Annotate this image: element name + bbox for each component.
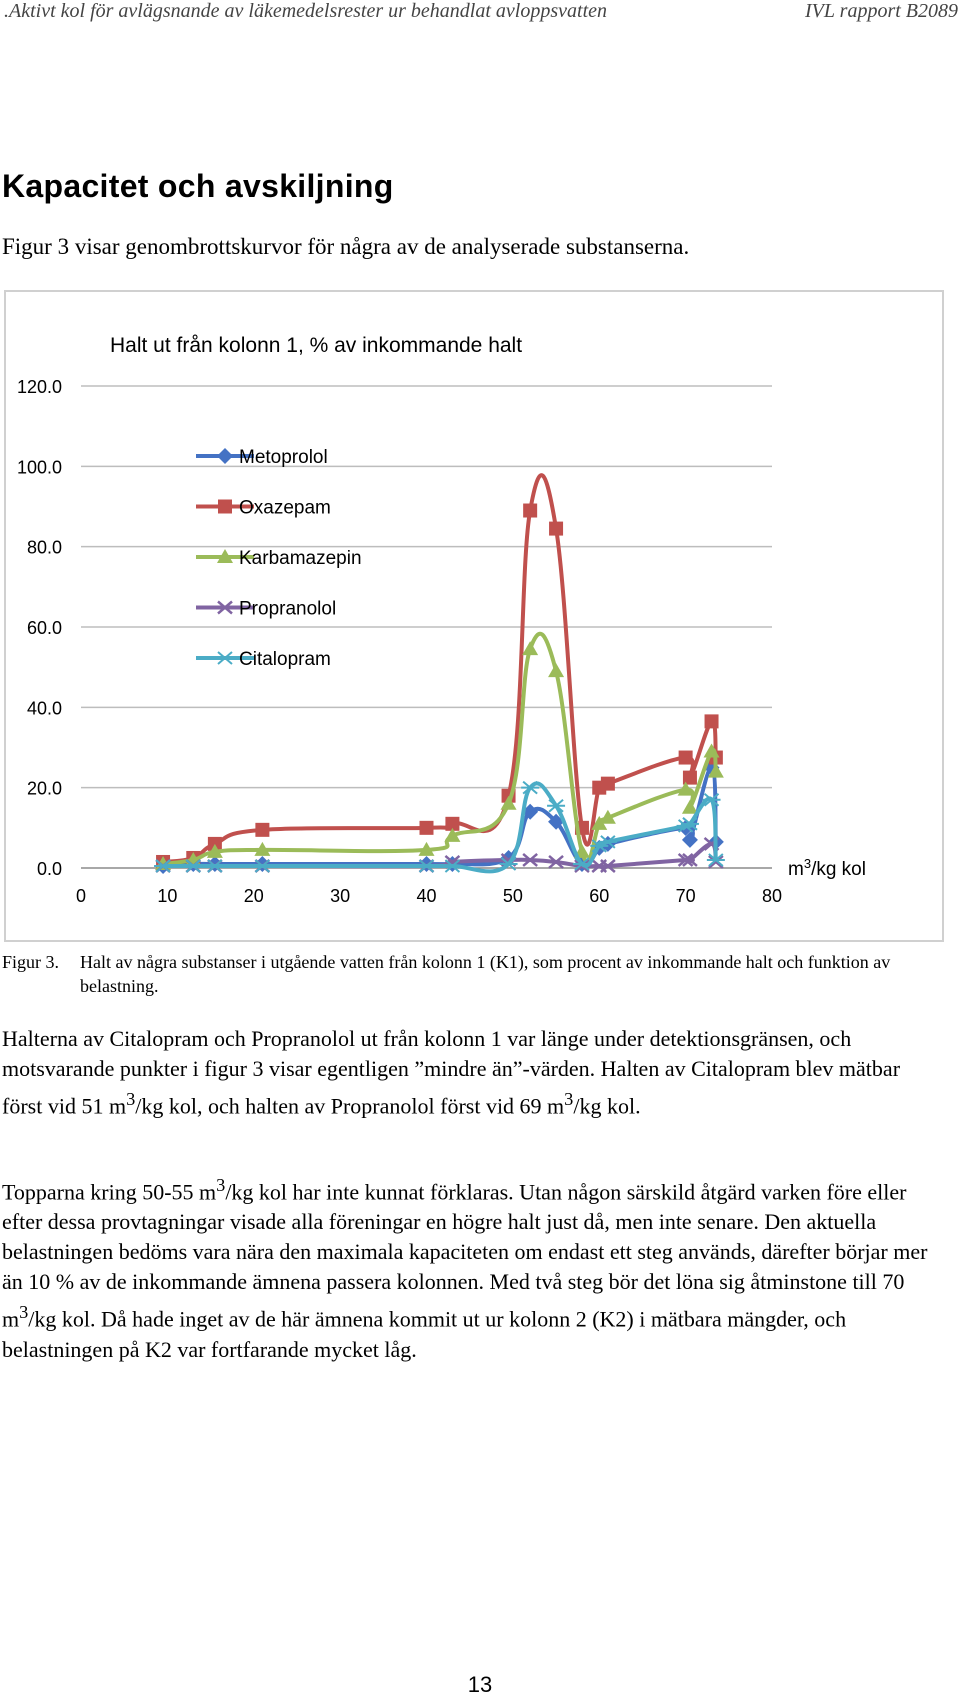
legend-marker bbox=[216, 652, 234, 664]
data-point-oxazepam-shape bbox=[679, 751, 693, 765]
y-tick-label: 100.0 bbox=[16, 457, 62, 478]
legend-marker-shape bbox=[217, 448, 233, 464]
superscript: 3 bbox=[216, 1175, 226, 1195]
x-tick-label: 60 bbox=[589, 886, 610, 906]
header-title: .Aktivt kol för avlägsnande av läkemedelsrester ur behandlat avloppsvatten bbox=[4, 0, 608, 22]
chart-container bbox=[4, 290, 944, 942]
data-point-oxazepam bbox=[705, 714, 719, 728]
y-tick-label: 80.0 bbox=[26, 537, 62, 558]
y-tick-label: 20.0 bbox=[26, 778, 62, 799]
paragraph-2-part-a: Topparna kring 50-55 m bbox=[2, 1179, 217, 1205]
y-tick-label: 0.0 bbox=[36, 859, 62, 879]
data-point-citalopram-shape bbox=[521, 782, 539, 794]
paragraph-2 bbox=[2, 1170, 942, 1365]
paragraph-1 bbox=[2, 1024, 942, 1121]
paragraph-2-part-c: /kg kol. Då hade inget av de här ämnena kommit ut ur kolonn 2 (K2) i mätbara mängder, och belastningen på K2 var fortfarande mycket låg. bbox=[2, 1306, 847, 1362]
legend-label: Citalopram bbox=[239, 649, 331, 670]
data-point-oxazepam-shape bbox=[523, 504, 537, 518]
paragraph-1-part-a: Halterna av Citalopram och Propranolol ut från kolonn 1 var länge under detektionsgränsen, och motsvarande punkter i figur 3 visar egentligen ”mindre än”-värden. Halten av Citalopram blev mätbar först vid 51 m bbox=[2, 1026, 901, 1119]
data-point-oxazepam-shape bbox=[420, 821, 434, 835]
chart-title: Halt ut från kolonn 1, % av inkommande halt bbox=[110, 334, 523, 357]
data-point-karbamazepin bbox=[548, 663, 564, 677]
data-point-oxazepam-shape bbox=[705, 714, 719, 728]
x-tick-label: 80 bbox=[761, 886, 783, 906]
data-point-karbamazepin-shape bbox=[548, 663, 564, 677]
x-tick-label: 70 bbox=[675, 886, 696, 906]
data-point-karbamazepin bbox=[682, 800, 698, 814]
legend-label: Metoprolol bbox=[239, 447, 328, 468]
y-tick-label: 120.0 bbox=[16, 377, 62, 397]
superscript: 3 bbox=[564, 1089, 574, 1109]
legend-marker bbox=[217, 448, 233, 464]
data-point-oxazepam bbox=[601, 777, 615, 791]
caption-number: Figur 3. bbox=[2, 952, 60, 972]
y-tick-label: 40.0 bbox=[26, 698, 62, 719]
legend-marker-shape bbox=[216, 652, 234, 664]
data-point-oxazepam bbox=[549, 522, 563, 536]
data-point-oxazepam-shape bbox=[255, 823, 269, 837]
x-tick-label: 20 bbox=[243, 886, 264, 906]
superscript: 3 bbox=[19, 1302, 29, 1323]
data-point-karbamazepin bbox=[522, 641, 538, 655]
x-tick-label: 30 bbox=[330, 886, 351, 906]
data-point-citalopram bbox=[547, 800, 565, 812]
data-point-oxazepam bbox=[420, 821, 434, 835]
header-report-id: IVL rapport B2089 bbox=[805, 0, 958, 22]
data-point-karbamazepin-shape bbox=[522, 641, 538, 655]
section-heading: Kapacitet och avskiljning bbox=[2, 168, 394, 204]
legend-label: Propranolol bbox=[239, 598, 337, 620]
data-point-oxazepam-shape bbox=[683, 771, 697, 785]
running-header bbox=[0, 0, 960, 28]
data-point-karbamazepin-shape bbox=[682, 800, 698, 814]
caption-text: Halt av några substanser i utgående vatten från kolonn 1 (K1), som procent av inkommande halt och funktion av belastning. bbox=[80, 952, 891, 996]
data-point-oxazepam bbox=[683, 771, 697, 785]
data-point-oxazepam-shape bbox=[601, 777, 615, 791]
breakthrough-chart bbox=[6, 292, 942, 940]
legend-marker-shape bbox=[218, 500, 232, 514]
x-tick-label: 10 bbox=[157, 886, 178, 906]
paragraph-1-part-b: /kg kol, och halten av Propranolol först vid 69 m bbox=[135, 1093, 565, 1119]
paragraph-1-part-c: /kg kol. bbox=[573, 1093, 641, 1119]
data-point-oxazepam-shape bbox=[549, 522, 563, 536]
x-axis-label: $m^3/kg$ kol bbox=[788, 856, 866, 880]
legend-label: Karbamazepin bbox=[239, 548, 362, 569]
data-point-citalopram-shape bbox=[547, 800, 565, 812]
data-point-oxazepam bbox=[523, 504, 537, 518]
y-tick-label: 60.0 bbox=[26, 618, 62, 638]
legend-label: Oxazepam bbox=[239, 497, 331, 519]
page-number: 13 bbox=[467, 1672, 493, 1697]
data-point-citalopram bbox=[521, 782, 539, 794]
paragraph-2-part-b: /kg kol har inte kunnat förklaras. Utan någon särskild åtgärd varken före eller efter dessa provtagningar visade alla föreningar en högre halt just då, men inte senare. Den aktuella belastningen bedöms vara nära den maximala kapaciteten om endast ett steg används, därefter börjar mer än 10 % av de inkommande ämnena passera kolonnen. Med två steg bör det löna sig åtminstone till 70 m bbox=[2, 1179, 928, 1332]
figure-caption bbox=[2, 950, 932, 998]
data-point-oxazepam bbox=[679, 751, 693, 765]
superscript: 3 bbox=[126, 1089, 136, 1109]
x-tick-label: 50 bbox=[502, 886, 523, 906]
legend-marker bbox=[218, 500, 232, 514]
x-tick-label: 40 bbox=[416, 886, 437, 906]
data-point-oxazepam bbox=[255, 823, 269, 837]
x-tick-label: 0 bbox=[75, 886, 87, 906]
intro-text: Figur 3 visar genombrottskurvor för några av de analyserade substanserna. bbox=[2, 234, 690, 259]
